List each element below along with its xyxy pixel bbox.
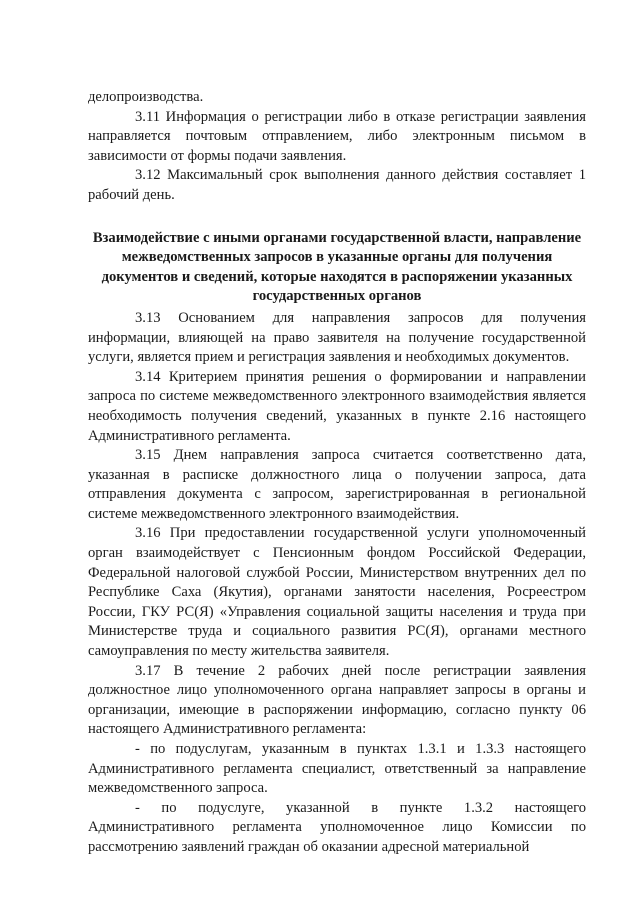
paragraph-continuation: делопроизводства. xyxy=(88,89,204,105)
list-item-subservices: - по подуслугам, указанным в пунктах 1.3.1 и 1.3.3 настоящего Административного регламента специалист, ответственный за направление межведомственного запроса. xyxy=(88,741,586,797)
paragraph-3-16: 3.16 При предоставлении государственной услуги уполномоченный орган взаимодействует с Пенсионным фондом Российской Федерации, Федеральной налоговой службой России, Министерством внутренних дел по Республике Саха (Якутия), органами занятости населения, Росреестром России, ГКУ РС(Я) «Управления социальной защиты населения и труда при Министерстве труда и социального развития РС(Я), органами местного самоуправления по месту жительства заявителя. xyxy=(88,525,586,660)
list-item-subservice: - по подуслуге, указанной в пункте 1.3.2 настоящего Административного регламента уполномоченное лицо Комиссии по рассмотрению заявлений граждан об оказании адресной материальной xyxy=(88,799,586,855)
paragraph-3-11: 3.11 Информация о регистрации либо в отказе регистрации заявления направляется почтовым отправлением, либо электронным письмом в зависимости от формы подачи заявления. xyxy=(88,108,586,164)
document-page xyxy=(88,88,586,858)
paragraph-3-12: 3.12 Максимальный срок выполнения данного действия составляет 1 рабочий день. xyxy=(88,167,586,203)
paragraph-3-17: 3.17 В течение 2 рабочих дней после регистрации заявления должностное лицо уполномоченного органа направляет запросы в органы и организации, имеющие в распоряжении информацию, согласно пункту 06 настоящего Административного регламента: xyxy=(88,662,586,738)
paragraph-3-13: 3.13 Основанием для направления запросов для получения информации, влияющей на право заявителя на получение государственной услуги, является прием и регистрация заявления и необходимых документов. xyxy=(88,309,586,366)
paragraph-3-15: 3.15 Днем направления запроса считается соответственно дата, указанная в расписке должностного лица о получении запроса, дата отправления документа с запросом, зарегистрированная в региональной системе межведомственного электронного взаимодействия. xyxy=(88,447,586,522)
paragraph-3-14: 3.14 Критерием принятия решения о формировании и направлении запроса по системе межведомственного электронного взаимодействия является необходимость получения сведений, указанных в пункте 2.16 настоящего Административного регламента. xyxy=(88,368,586,444)
section-heading: Взаимодействие с иными органами государственной власти, направление межведомственных запросов в указанные органы для получения документов и сведений, которые находятся в распоряжении указанных государственных органов xyxy=(92,229,582,305)
